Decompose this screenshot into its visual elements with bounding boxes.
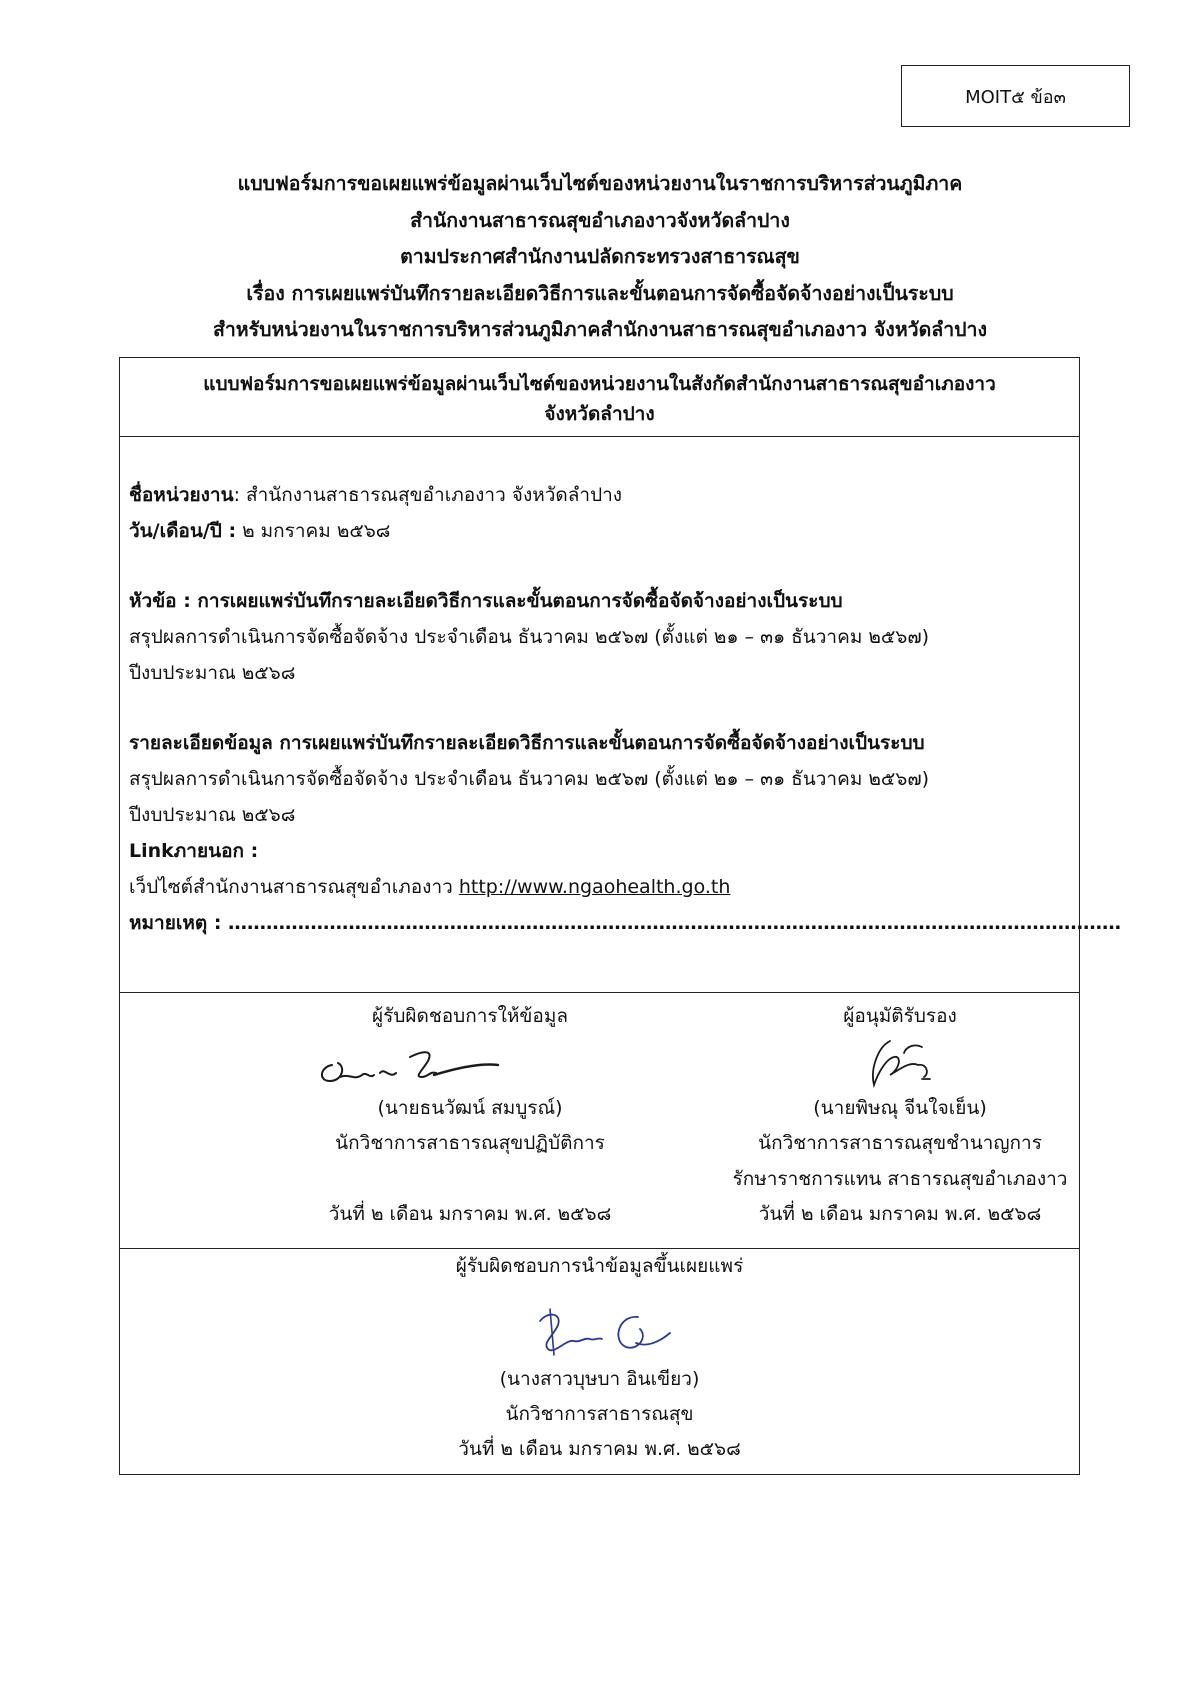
approver-signature — [860, 1033, 940, 1095]
publisher-date: วันที่ ๒ เดือน มกราคม พ.ศ. ๒๕๖๘ — [458, 1438, 741, 1460]
website-label: เว็ปไซต์สำนักงานสาธารณสุขอำเภองาว — [129, 876, 459, 898]
website-row — [129, 869, 1079, 905]
approval-section — [120, 992, 1079, 1248]
topic-fiscal-year: ปีงบประมาณ ๒๕๖๘ — [129, 662, 296, 684]
approver-date: วันที่ ๒ เดือน มกราคม พ.ศ. ๒๕๖๘ — [758, 1203, 1042, 1225]
header-line-4: เรื่อง การเผยแพร่บันทึกรายละเอียดวิธีการและขั้นตอนการจัดซื้อจัดจ้างอย่างเป็นระบบ — [246, 281, 954, 305]
header-line-1: แบบฟอร์มการขอเผยแพร่ข้อมูลผ่านเว็บไซต์ของหน่วยงานในราชการบริหารส่วนภูมิภาค — [237, 172, 963, 195]
detail-summary: สรุปผลการดำเนินการจัดซื้อจัดจ้าง ประจำเดือน ธันวาคม ๒๕๖๗ (ตั้งแต่ ๒๑ – ๓๑ ธันวาคม ๒๕๖๗) — [129, 768, 930, 790]
document-header — [120, 166, 1080, 349]
agency-label: ชื่อหน่วยงาน — [129, 484, 234, 506]
responsible-position: นักวิชาการสาธารณสุขปฏิบัติการ — [335, 1132, 605, 1154]
agency-value: : สำนักงานสาธารณสุขอำเภองาว จังหวัดลำปาง — [233, 484, 623, 506]
detail-label: รายละเอียดข้อมูล การเผยแพร่บันทึกรายละเอียดวิธีการและขั้นตอนการจัดซื้อจัดจ้างอย่างเป็นระบบ — [129, 732, 925, 754]
form-content — [120, 436, 1122, 992]
table-title-line-2: จังหวัดลำปาง — [544, 403, 655, 425]
remark: หมายเหตุ : …………………………………………………………………………………………………………………………… — [129, 912, 1122, 934]
publisher-section — [120, 1248, 1079, 1474]
publisher-position: นักวิชาการสาธารณสุข — [505, 1403, 694, 1425]
publisher-name: (นางสาวบุษบา อินเขียว) — [499, 1368, 700, 1390]
approver-caption: ผู้อนุมัติรับรอง — [843, 1005, 957, 1027]
header-line-5: สำหรับหน่วยงานในราชการบริหารส่วนภูมิภาคสำนักงานสาธารณสุขอำเภองาว จังหวัดลำปาง — [212, 318, 988, 341]
publisher-signature — [528, 1303, 678, 1361]
responsible-date: วันที่ ๒ เดือน มกราคม พ.ศ. ๒๕๖๘ — [328, 1203, 612, 1225]
table-title-line-1: แบบฟอร์มการขอเผยแพร่ข้อมูลผ่านเว็บไซต์ของหน่วยงานในสังกัดสำนักงานสาธารณสุขอำเภองาว — [203, 373, 996, 395]
topic-label: หัวข้อ : การเผยแพร่บันทึกรายละเอียดวิธีการและขั้นตอนการจัดซื้อจัดจ้างอย่างเป็นระบบ — [129, 590, 843, 612]
responsible-name: (นายธนวัฒน์ สมบูรณ์) — [377, 1097, 563, 1119]
approver-acting-role: รักษาราชการแทน สาธารณสุขอำเภองาว — [732, 1168, 1068, 1190]
responsible-signature — [310, 1037, 500, 1089]
form-table — [119, 357, 1122, 1475]
approver-name: (นายพิษณุ จีนใจเย็น) — [813, 1097, 987, 1119]
detail-fiscal-year: ปีงบประมาณ ๒๕๖๘ — [129, 804, 296, 826]
date-label: วัน/เดือน/ปี : — [129, 520, 237, 542]
header-line-2: สำนักงานสาธารณสุขอำเภองาวจังหวัดลำปาง — [410, 208, 790, 232]
website-link[interactable]: http://www.ngaohealth.go.th — [458, 876, 731, 898]
form-code-box — [901, 65, 1130, 127]
responsible-caption: ผู้รับผิดชอบการให้ข้อมูล — [372, 1005, 568, 1027]
approver-position: นักวิชาการสาธารณสุขชำนาญการ — [758, 1132, 1042, 1154]
table-title — [120, 358, 1079, 436]
agency-row — [129, 477, 1079, 513]
form-code: MOIT๕ ข้อ๓ — [965, 86, 1066, 108]
topic-summary: สรุปผลการดำเนินการจัดซื้อจัดจ้าง ประจำเดือน ธันวาคม ๒๕๖๗ (ตั้งแต่ ๒๑ – ๓๑ ธันวาคม ๒๕๖๗) — [129, 626, 930, 648]
publisher-caption: ผู้รับผิดชอบการนำข้อมูลขึ้นเผยแพร่ — [455, 1255, 744, 1277]
date-row — [129, 513, 1079, 549]
header-line-3: ตามประกาศสำนักงานปลัดกระทรวงสาธารณสุข — [400, 245, 800, 268]
external-link-label: Linkภายนอก : — [129, 840, 259, 862]
date-value: ๒ มกราคม ๒๕๖๘ — [236, 520, 391, 542]
